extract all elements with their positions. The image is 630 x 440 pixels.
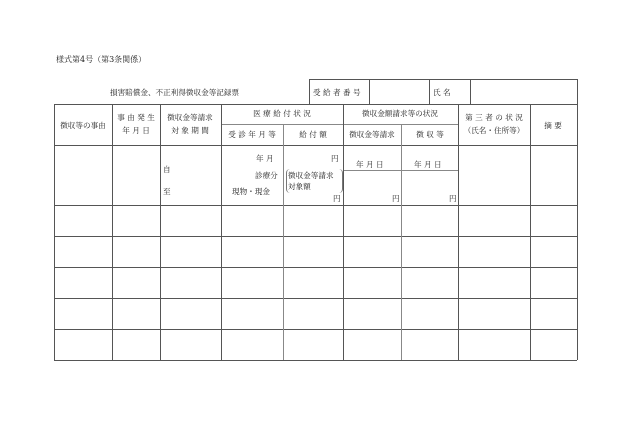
header-third-party-line1: 第 三 者 の 状 況 xyxy=(465,113,523,122)
form-number: 様式第4号（第3条関係） xyxy=(56,55,147,64)
period-from: 自 xyxy=(163,165,171,174)
header-occurrence-line1: 事 由 発 生 xyxy=(117,113,155,122)
header-remarks: 摘 要 xyxy=(544,121,562,130)
header-occurrence-line2: 年 月 日 xyxy=(122,126,150,135)
header-claim-period-line1: 徴収金等請求 xyxy=(167,113,213,122)
claim-request-date: 年 月 日 xyxy=(356,160,384,169)
benefit-yen: 円 xyxy=(331,154,339,163)
medical-part-label: 診療分 xyxy=(255,171,278,180)
claim-request-yen: 円 xyxy=(392,194,400,203)
header-medical-status: 医 療 給 付 状 況 xyxy=(253,109,311,118)
in-kind-cash-label: 現物・現金 xyxy=(232,187,270,196)
collection-date: 年 月 日 xyxy=(414,160,442,169)
header-collection: 徴 収 等 xyxy=(416,130,444,139)
header-benefit-amount: 給 付 額 xyxy=(299,130,327,139)
claim-target-line1: 徴収金等請求 xyxy=(288,171,334,180)
collection-yen: 円 xyxy=(449,194,457,203)
name-value[interactable] xyxy=(471,80,576,103)
header-claim-period-line2: 対 象 期 間 xyxy=(171,126,209,135)
form-title: 損害賠償金、不正利得徴収金等記録票 xyxy=(110,88,240,97)
name-label: 氏 名 xyxy=(433,88,451,97)
header-third-party-line2: （氏名・住所等） xyxy=(463,126,525,135)
visit-year-month: 年 月 xyxy=(256,154,274,163)
period-to: 至 xyxy=(163,187,171,196)
header-claim-request: 徴収金等請求 xyxy=(349,130,395,139)
header-visit-month: 受 診 年 月 等 xyxy=(228,130,276,139)
claim-target-yen: 円 xyxy=(333,194,341,203)
claim-target-line2: 対象額 xyxy=(288,182,311,191)
recipient-number-label: 受 給 者 番 号 xyxy=(313,88,361,97)
header-reason: 徴収等の事由 xyxy=(60,121,106,130)
header-claim-status: 徴収金額請求等の状況 xyxy=(362,109,438,118)
recipient-number-value[interactable] xyxy=(370,80,428,103)
